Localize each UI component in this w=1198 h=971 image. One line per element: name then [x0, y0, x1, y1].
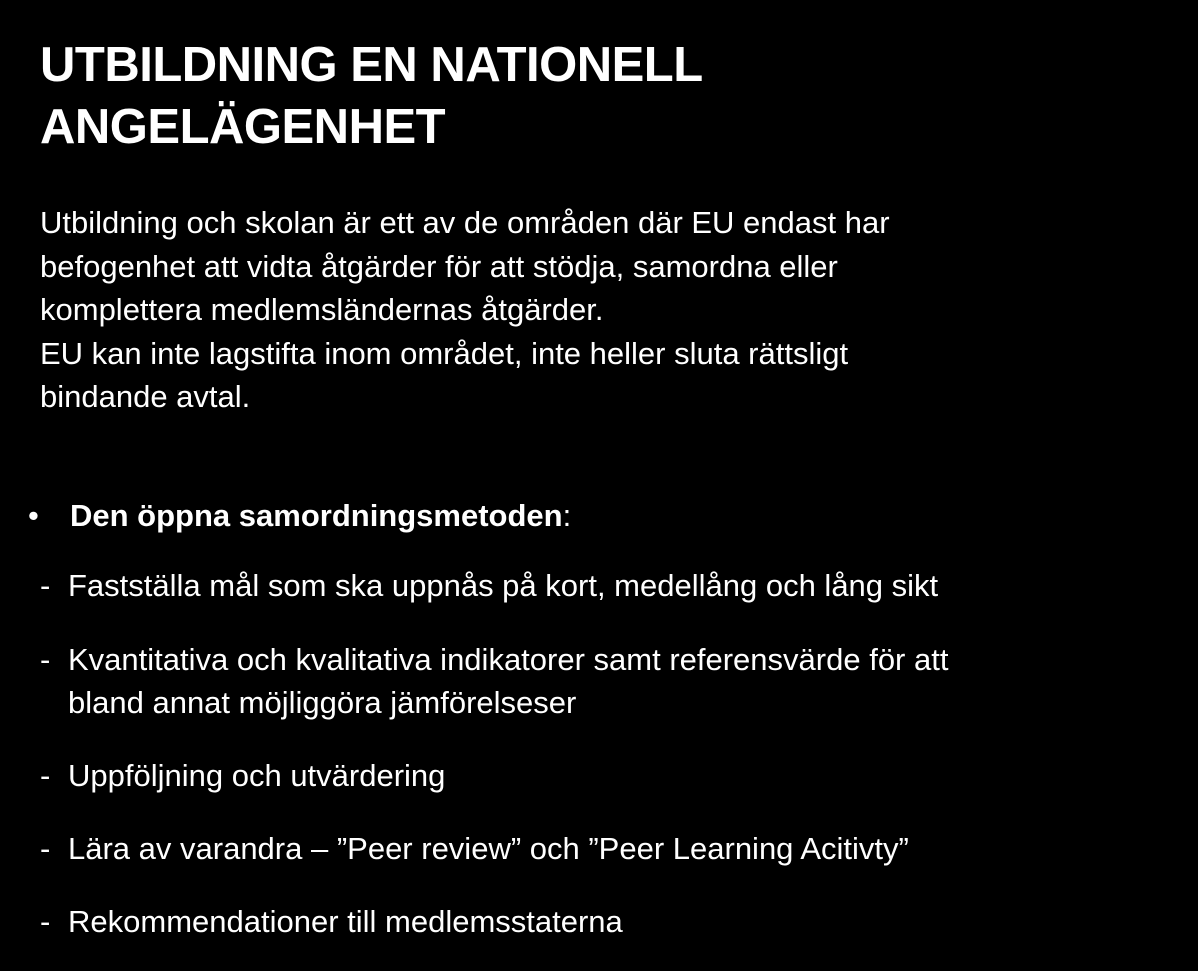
dash-marker: -: [40, 568, 51, 603]
title-line: UTBILDNING EN NATIONELL: [40, 38, 703, 92]
dash-marker: -: [40, 904, 51, 939]
intro-line: befogenhet att vidta åtgärder för att stödja, samordna eller: [40, 248, 838, 284]
bullet-suffix: :: [562, 498, 572, 533]
dash-list-item: [40, 827, 909, 870]
slide-title: [40, 34, 1140, 158]
dash-marker: -: [40, 758, 51, 793]
dash-item-line: bland annat möjliggöra jämförelseser: [68, 685, 577, 720]
dash-item-line: Lära av varandra – ”Peer review” och ”Peer Learning Acitivty”: [68, 831, 909, 866]
dash-item-line: Kvantitativa och kvalitativa indikatorer samt referensvärde för att: [68, 642, 949, 677]
dash-list-item: [40, 638, 948, 724]
title-line: ANGELÄGENHET: [40, 100, 446, 154]
dash-list-item: [40, 564, 938, 607]
dash-list-item: [40, 754, 445, 797]
dash-item-text: [68, 564, 938, 607]
dash-item-text: [68, 638, 948, 724]
dash-item-line: Rekommendationer till medlemsstaterna: [68, 904, 623, 939]
dash-marker: -: [40, 642, 51, 677]
dash-item-text: [68, 827, 909, 870]
dash-list-item: [40, 900, 623, 943]
intro-line: EU kan inte lagstifta inom området, inte heller sluta rättsligt: [40, 335, 849, 371]
intro-line: Utbildning och skolan är ett av de områden där EU endast har: [40, 205, 890, 240]
intro-paragraph: [40, 201, 1160, 419]
intro-line: komplettera medlemsländernas åtgärder.: [40, 292, 604, 327]
dash-item-line: Fastställa mål som ska uppnås på kort, medellång och lång sikt: [68, 568, 939, 603]
dash-item-line: Uppföljning och utvärdering: [68, 758, 446, 793]
dash-item-text: [68, 900, 623, 943]
bullet-heading: [24, 494, 571, 537]
bullet-label: Den öppna samordningsmetoden: [70, 498, 563, 533]
bullet-dot-icon: •: [28, 498, 39, 533]
intro-line: bindande avtal.: [40, 379, 251, 414]
dash-item-text: [68, 754, 445, 797]
dash-marker: -: [40, 831, 51, 866]
